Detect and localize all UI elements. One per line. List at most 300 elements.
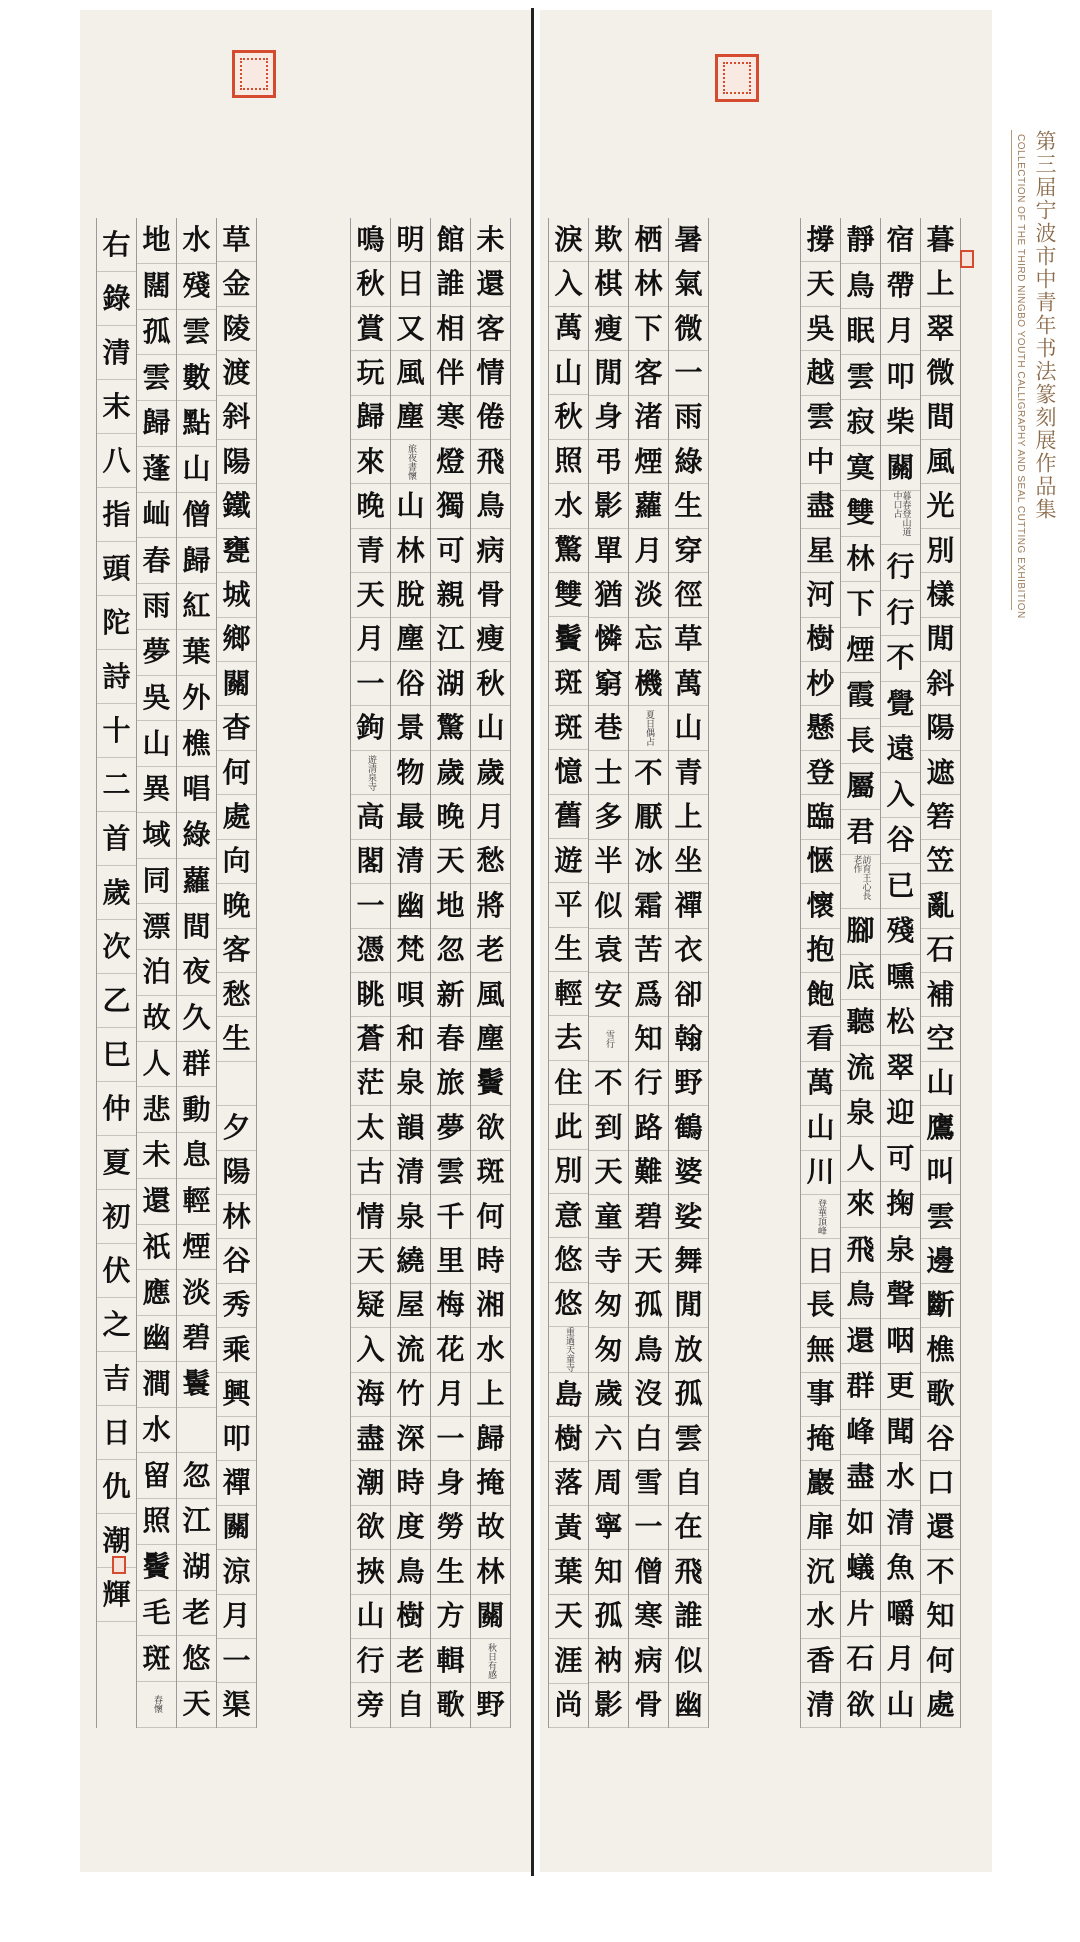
glyph-cell: 長 (801, 1284, 840, 1328)
glyph-cell: 湖 (177, 1545, 216, 1591)
glyph-cell: 雲 (431, 1151, 470, 1195)
glyph-cell: 聲 (881, 1273, 920, 1319)
glyph-cell: 欲 (841, 1683, 880, 1729)
glyph-cell: 石 (921, 929, 960, 973)
glyph-cell: 月 (881, 309, 920, 355)
glyph-cell: 淡 (629, 573, 668, 617)
glyph-cell: 和 (391, 1017, 430, 1061)
glyph-cell: 童 (589, 1195, 628, 1239)
glyph-cell: 清 (801, 1683, 840, 1727)
glyph-cell: 安 (589, 973, 628, 1017)
glyph-cell: 苦 (629, 929, 668, 973)
small-seal-signature (112, 1556, 126, 1574)
glyph-cell: 陀 (97, 596, 136, 650)
glyph-cell: 千 (431, 1195, 470, 1239)
glyph-cell: 鐵 (217, 484, 256, 528)
glyph-cell: 獨 (431, 484, 470, 528)
glyph-cell: 夜 (177, 950, 216, 996)
glyph-cell: 照 (137, 1499, 176, 1545)
glyph-cell: 清 (97, 326, 136, 380)
glyph-cell: 親 (431, 573, 470, 617)
glyph-cell: 泉 (841, 1091, 880, 1137)
glyph-cell: 身 (589, 396, 628, 440)
glyph-cell: 欲 (351, 1506, 390, 1550)
glyph-cell: 谷 (921, 1417, 960, 1461)
glyph-cell: 笠 (921, 840, 960, 884)
text-block-midright (548, 218, 709, 1728)
glyph-cell: 末 (97, 380, 136, 434)
glyph-cell: 谷 (217, 1239, 256, 1283)
glyph-cell: 幽 (137, 1316, 176, 1362)
text-column (137, 218, 177, 1728)
glyph-cell: 關 (471, 1595, 510, 1639)
glyph-cell: 秋 (351, 262, 390, 306)
glyph-cell: 愜 (801, 840, 840, 884)
glyph-cell: 到 (589, 1106, 628, 1150)
glyph-cell: 夏 (97, 1136, 136, 1190)
glyph-cell: 蒼 (351, 1017, 390, 1061)
glyph-cell: 物 (391, 751, 430, 795)
glyph-cell: 樹 (391, 1595, 430, 1639)
glyph-cell: 雲 (801, 396, 840, 440)
glyph-cell: 鳥 (471, 484, 510, 528)
glyph-cell: 一 (217, 1639, 256, 1683)
glyph-cell: 天 (351, 1239, 390, 1283)
glyph-cell: 飛 (669, 1550, 708, 1594)
glyph-cell: 吳 (801, 307, 840, 351)
glyph-cell: 似 (589, 884, 628, 928)
glyph-cell: 可 (431, 529, 470, 573)
glyph-cell: 群 (177, 1042, 216, 1088)
glyph-cell: 翠 (921, 307, 960, 351)
glyph-cell: 還 (841, 1319, 880, 1365)
glyph-cell: 山 (351, 1595, 390, 1639)
glyph-cell: 杪 (801, 662, 840, 706)
glyph-cell: 旅 (431, 1062, 470, 1106)
glyph-cell: 人 (137, 1042, 176, 1088)
glyph-cell: 月 (351, 618, 390, 662)
glyph-cell: 老 (471, 929, 510, 973)
glyph-cell: 骨 (471, 573, 510, 617)
glyph-cell: 鳥 (841, 1273, 880, 1319)
glyph-cell: 柴 (881, 400, 920, 446)
glyph-cell: 春 (431, 1017, 470, 1061)
glyph-cell: 峰 (841, 1410, 880, 1456)
glyph-cell: 禪 (217, 1461, 256, 1505)
glyph-cell: 泉 (391, 1062, 430, 1106)
glyph-cell: 天 (589, 1151, 628, 1195)
glyph-cell: 梅 (431, 1284, 470, 1328)
glyph-cell: 單 (589, 529, 628, 573)
glyph-cell: 將 (471, 884, 510, 928)
glyph-cell: 聽 (841, 1000, 880, 1046)
glyph-cell: 泊 (137, 950, 176, 996)
glyph-cell: 涼 (217, 1550, 256, 1594)
glyph-cell: 瘦 (589, 307, 628, 351)
glyph-cell: 韻 (391, 1106, 430, 1150)
glyph-cell: 還 (137, 1179, 176, 1225)
glyph-cell: 未 (137, 1133, 176, 1179)
glyph-cell: 人 (841, 1137, 880, 1183)
glyph-cell: 淚 (549, 218, 588, 262)
glyph-cell: 窮 (589, 662, 628, 706)
glyph-cell: 欺 (589, 218, 628, 262)
glyph-cell: 數 (177, 355, 216, 401)
glyph-cell: 石 (841, 1637, 880, 1683)
glyph-cell: 憐 (589, 618, 628, 662)
glyph-cell: 歸 (177, 538, 216, 584)
glyph-cell: 雙 (549, 573, 588, 617)
glyph-cell: 林 (391, 529, 430, 573)
glyph-cell: 蓬 (137, 447, 176, 493)
glyph-cell: 邊 (921, 1239, 960, 1283)
glyph-cell: 江 (177, 1499, 216, 1545)
glyph-cell: 何 (921, 1639, 960, 1683)
text-column (629, 218, 669, 1728)
glyph-cell: 白 (629, 1417, 668, 1461)
poem-title-note: 暮春登山道中口占 (891, 491, 911, 536)
glyph-cell: 月 (217, 1595, 256, 1639)
glyph-cell: 別 (549, 1150, 588, 1194)
glyph-cell: 陽 (217, 440, 256, 484)
glyph-cell: 息 (177, 1133, 216, 1179)
glyph-cell: 屋 (391, 1284, 430, 1328)
glyph-cell: 深 (391, 1417, 430, 1461)
glyph-cell: 蘿 (629, 484, 668, 528)
glyph-cell: 悠 (549, 1283, 588, 1327)
glyph-cell: 不 (881, 636, 920, 682)
glyph-cell: 輕 (549, 972, 588, 1016)
glyph-cell: 伴 (431, 351, 470, 395)
glyph-cell: 繞 (391, 1239, 430, 1283)
glyph-cell: 不 (921, 1550, 960, 1594)
glyph-cell: 爲 (629, 973, 668, 1017)
glyph-cell: 嚼 (881, 1592, 920, 1638)
glyph-cell: 生 (217, 1017, 256, 1061)
glyph-cell: 屬 (841, 764, 880, 810)
glyph-cell: 蘿 (177, 859, 216, 905)
glyph-cell: 叩 (217, 1417, 256, 1461)
glyph-cell: 孤 (629, 1284, 668, 1328)
glyph-cell: 雲 (841, 355, 880, 401)
glyph-cell: 箬 (921, 795, 960, 839)
glyph-cell: 風 (391, 351, 430, 395)
glyph-cell: 玩 (351, 351, 390, 395)
glyph-cell: 毛 (137, 1591, 176, 1637)
glyph-cell: 腳 (841, 909, 880, 955)
glyph-cell: 樵 (921, 1328, 960, 1372)
glyph-cell: 翠 (881, 1046, 920, 1092)
glyph-cell: 煙 (629, 440, 668, 484)
glyph-cell: 寒 (431, 396, 470, 440)
text-column (589, 218, 629, 1728)
glyph-cell: 鬟 (177, 1362, 216, 1408)
glyph-cell: 山 (921, 1062, 960, 1106)
glyph-cell: 婆 (669, 1151, 708, 1195)
glyph-cell: 斑 (471, 1151, 510, 1195)
glyph-cell: 首 (97, 812, 136, 866)
glyph-cell: 風 (921, 440, 960, 484)
glyph-cell: 片 (841, 1592, 880, 1638)
glyph-cell: 水 (881, 1455, 920, 1501)
glyph-cell: 霞 (841, 673, 880, 719)
glyph-cell: 雲 (921, 1195, 960, 1239)
glyph-cell: 燈 (431, 440, 470, 484)
glyph-cell: 勞 (431, 1506, 470, 1550)
glyph-cell: 似 (669, 1639, 708, 1683)
glyph-cell: 看 (801, 1017, 840, 1061)
glyph-cell: 六 (589, 1417, 628, 1461)
glyph-cell: 聞 (881, 1410, 920, 1456)
glyph-cell: 葉 (177, 630, 216, 676)
glyph-cell: 歲 (431, 751, 470, 795)
glyph-cell: 仲 (97, 1082, 136, 1136)
glyph-cell: 塵 (391, 396, 430, 440)
glyph-cell: 誰 (669, 1595, 708, 1639)
glyph-cell: 關 (217, 662, 256, 706)
glyph-cell: 口 (921, 1461, 960, 1505)
glyph-cell: 歸 (471, 1417, 510, 1461)
glyph-cell: 意 (549, 1194, 588, 1238)
glyph-cell: 盡 (841, 1455, 880, 1501)
glyph-cell: 冰 (629, 840, 668, 884)
glyph-cell: 抱 (801, 929, 840, 973)
glyph-cell: 陽 (217, 1151, 256, 1195)
glyph-cell: 塵 (471, 1017, 510, 1061)
glyph-cell: 遮 (921, 751, 960, 795)
glyph-cell: 厭 (629, 795, 668, 839)
glyph-cell: 山 (549, 351, 588, 395)
glyph-cell: 鄉 (217, 618, 256, 662)
glyph-cell: 興 (217, 1373, 256, 1417)
glyph-cell: 忽 (177, 1453, 216, 1499)
glyph-cell: 時 (471, 1239, 510, 1283)
glyph-cell: 煙 (177, 1225, 216, 1271)
glyph-cell: 入 (549, 262, 588, 306)
glyph-cell: 日 (97, 1406, 136, 1460)
glyph-cell: 陵 (217, 307, 256, 351)
glyph-cell: 外 (177, 676, 216, 722)
glyph-cell: 最 (391, 795, 430, 839)
glyph-cell: 遠 (881, 727, 920, 773)
glyph-cell: 住 (549, 1061, 588, 1105)
glyph-cell: 眺 (351, 973, 390, 1017)
glyph-cell: 輕 (177, 1179, 216, 1225)
glyph-cell: 新 (431, 973, 470, 1017)
glyph-cell: 別 (921, 529, 960, 573)
glyph-cell (549, 1327, 588, 1373)
glyph-cell: 黃 (549, 1506, 588, 1550)
glyph-cell: 越 (801, 351, 840, 395)
glyph-cell: 樹 (549, 1417, 588, 1461)
glyph-cell (881, 491, 920, 545)
glyph-cell: 娑 (669, 1195, 708, 1239)
glyph-cell: 鬢 (471, 1062, 510, 1106)
glyph-cell: 晚 (351, 484, 390, 528)
glyph-cell (589, 1017, 628, 1061)
glyph-cell (801, 1195, 840, 1239)
glyph-cell: 秋 (471, 662, 510, 706)
glyph-cell: 群 (841, 1364, 880, 1410)
glyph-cell: 行 (881, 591, 920, 637)
glyph-cell: 地 (431, 884, 470, 928)
glyph-cell: 香 (801, 1639, 840, 1683)
glyph-cell: 更 (881, 1364, 920, 1410)
glyph-cell: 吳 (137, 676, 176, 722)
glyph-cell: 乘 (217, 1328, 256, 1372)
text-column (801, 218, 841, 1728)
glyph-cell: 里 (431, 1239, 470, 1283)
glyph-cell: 淡 (177, 1270, 216, 1316)
glyph-cell: 閒 (669, 1284, 708, 1328)
glyph-cell: 野 (669, 1062, 708, 1106)
glyph-cell: 月 (881, 1637, 920, 1683)
glyph-cell: 太 (351, 1106, 390, 1150)
glyph-cell: 歲 (97, 866, 136, 920)
glyph-cell: 孤 (137, 310, 176, 356)
glyph-cell: 海 (351, 1373, 390, 1417)
glyph-cell: 挾 (351, 1550, 390, 1594)
glyph-cell: 雲 (177, 310, 216, 356)
glyph-cell: 斜 (217, 396, 256, 440)
glyph-cell: 山 (471, 706, 510, 750)
poem-title-note: 遊清泉寺 (366, 754, 376, 791)
glyph-cell: 叫 (921, 1151, 960, 1195)
glyph-cell: 山 (801, 1106, 840, 1150)
glyph-cell: 雲 (137, 355, 176, 401)
glyph-cell: 入 (351, 1328, 390, 1372)
glyph-cell: 飛 (471, 440, 510, 484)
glyph-cell: 寧 (589, 1506, 628, 1550)
glyph-cell: 在 (669, 1506, 708, 1550)
glyph-cell: 初 (97, 1190, 136, 1244)
glyph-cell: 微 (669, 307, 708, 351)
glyph-cell: 茫 (351, 1062, 390, 1106)
glyph-cell: 萬 (801, 1062, 840, 1106)
glyph-cell: 鳥 (629, 1328, 668, 1372)
glyph-cell: 衲 (589, 1639, 628, 1683)
glyph-cell: 一 (629, 1506, 668, 1550)
glyph-cell: 處 (217, 795, 256, 839)
glyph-cell: 帶 (881, 264, 920, 310)
glyph-cell: 域 (137, 813, 176, 859)
glyph-cell: 明 (391, 218, 430, 262)
glyph-cell: 登 (801, 751, 840, 795)
glyph-cell: 雨 (137, 584, 176, 630)
glyph-cell: 坐 (669, 840, 708, 884)
glyph-cell: 如 (841, 1501, 880, 1547)
glyph-cell: 匆 (589, 1284, 628, 1328)
glyph-cell (351, 751, 390, 795)
glyph-cell: 無 (801, 1328, 840, 1372)
glyph-cell: 右 (97, 218, 136, 272)
glyph-cell: 落 (549, 1462, 588, 1506)
glyph-cell: 野 (471, 1683, 510, 1727)
glyph-cell: 影 (589, 484, 628, 528)
glyph-cell: 漂 (137, 904, 176, 950)
glyph-cell: 屾 (137, 493, 176, 539)
glyph-cell: 潮 (351, 1461, 390, 1505)
glyph-cell: 鉤 (351, 706, 390, 750)
glyph-cell: 下 (629, 307, 668, 351)
sidebar-rule (1011, 130, 1012, 610)
glyph-cell: 時 (391, 1461, 430, 1505)
glyph-cell: 鳴 (351, 218, 390, 262)
glyph-cell: 忽 (431, 929, 470, 973)
glyph-cell: 叩 (881, 355, 920, 401)
glyph-cell: 鬢 (549, 617, 588, 661)
glyph-cell: 憶 (549, 750, 588, 794)
glyph-cell: 猶 (589, 573, 628, 617)
glyph-cell: 沉 (801, 1550, 840, 1594)
glyph-cell: 之 (97, 1298, 136, 1352)
text-column (471, 218, 511, 1728)
glyph-cell: 流 (841, 1046, 880, 1092)
glyph-cell: 樣 (921, 573, 960, 617)
glyph-cell: 晚 (431, 795, 470, 839)
glyph-cell: 關 (217, 1506, 256, 1550)
glyph-cell: 仇 (97, 1460, 136, 1514)
glyph-cell: 林 (217, 1195, 256, 1239)
glyph-cell: 泉 (391, 1195, 430, 1239)
text-column (669, 218, 709, 1728)
collection-title: 第三届宁波市中青年书法篆刻展作品集 (1033, 130, 1057, 521)
glyph-cell: 難 (629, 1151, 668, 1195)
poem-title-note: 旅夜書懷 (406, 443, 416, 480)
glyph-cell: 梵 (391, 929, 430, 973)
glyph-cell: 鳥 (391, 1550, 430, 1594)
glyph-cell: 生 (431, 1550, 470, 1594)
glyph-cell: 禪 (669, 884, 708, 928)
glyph-cell: 覺 (881, 682, 920, 728)
glyph-cell: 鬢 (137, 1545, 176, 1591)
glyph-cell: 間 (921, 396, 960, 440)
glyph-cell: 衣 (669, 929, 708, 973)
glyph-cell: 忘 (629, 618, 668, 662)
glyph-cell: 歸 (137, 401, 176, 447)
glyph-cell: 應 (137, 1270, 176, 1316)
glyph-cell: 卻 (669, 973, 708, 1017)
glyph-cell: 斑 (549, 662, 588, 706)
glyph-cell: 又 (391, 307, 430, 351)
glyph-cell: 祇 (137, 1225, 176, 1271)
glyph-cell: 天 (431, 840, 470, 884)
glyph-cell: 水 (801, 1595, 840, 1639)
glyph-cell: 愁 (217, 973, 256, 1017)
glyph-cell: 林 (629, 262, 668, 306)
glyph-cell: 半 (589, 840, 628, 884)
glyph-cell: 可 (881, 1137, 920, 1183)
glyph-cell: 棋 (589, 262, 628, 306)
glyph-cell: 病 (629, 1639, 668, 1683)
glyph-cell: 僧 (629, 1550, 668, 1594)
seal-stamp-left-top (232, 50, 276, 98)
glyph-cell: 袁 (589, 929, 628, 973)
glyph-cell: 舊 (549, 795, 588, 839)
glyph-cell: 山 (177, 447, 216, 493)
glyph-cell: 孤 (589, 1595, 628, 1639)
glyph-cell: 雲 (669, 1417, 708, 1461)
glyph-cell: 迎 (881, 1091, 920, 1137)
glyph-cell: 川 (801, 1151, 840, 1195)
glyph-cell: 水 (177, 218, 216, 264)
text-column (549, 218, 589, 1728)
glyph-cell: 八 (97, 434, 136, 488)
glyph-cell: 孤 (669, 1373, 708, 1417)
glyph-cell: 錄 (97, 272, 136, 326)
text-column (351, 218, 391, 1728)
glyph-cell: 上 (921, 262, 960, 306)
